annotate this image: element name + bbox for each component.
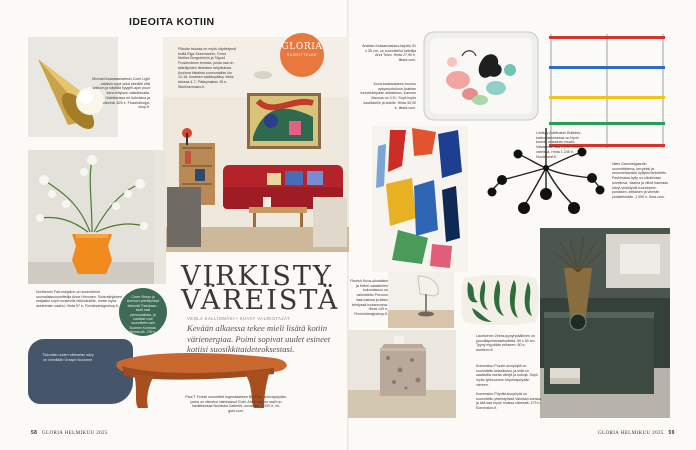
side-table-caption: Kommaton Puzzle-sivupöytä on suunniteltu klassikoksi, ja siitä on saatavilla useita värejä ja kokoja. Sopii myös työhuoneen kirjoituspöydän viereen. [476, 364, 538, 387]
badge-subtitle: SUOSITTELEE [286, 53, 318, 57]
zebra-cushion [458, 272, 542, 328]
table-caption: Paul T. Frankl suunnitteli legendaarisen Big Foot -sohvapöydän, jonka on viimeksi valmistanut Gubi. Aidon kopion malli on hankittavissa Nordiska Galleriet -sivustolta. 2 920 e, nk-gubi.com. [185, 395, 287, 414]
side-table-photo [348, 330, 456, 418]
folio-right-page: 59 [668, 430, 675, 436]
headline-line-1: VIRKISTY [181, 261, 333, 292]
byline-role-2: VALMISTAJAT [257, 316, 291, 321]
folio-left-issue: HELMIKUU 2025 [64, 431, 108, 436]
byline-separator: • [236, 316, 239, 321]
green-circle-caption: Cover Storyn ja Arneson yhteistyössä tekemät Thaiskaan -tuolit ovat persoonallisia, ja kankaat ovat suunniteltu vain Suomen Kuviosta. Hinnat alk. 239 e. [126, 295, 160, 335]
abstract-painting [372, 126, 468, 272]
feature-ingress: Kevään alkaessa tekee mieli lisätä kotiin värienergiaa. Poimi sopivat uudet esineet kotiisi suosikkitaideteoksestasi. [187, 323, 331, 355]
byline-role: KUVAT [239, 316, 256, 321]
folio-right-magazine: GLORIA [598, 431, 620, 436]
byline-author: VENLA KALLIOMÄKI [187, 316, 235, 321]
tray-caption: Arabian Kukkamaalaus-tarjotin 51 x 35 cm, on suunnitellut taiteilija Anni Toivo. Hinta 27,90 e, Iittala.com. [362, 44, 416, 63]
tile-wall [154, 150, 166, 284]
headline-line-2: VÄREISTÄ [181, 285, 340, 316]
painting-caption: Pöksän talossa on myös näyttelyssä esillä Elga Sesemannin, Ernst Mether-Borgströmin ja Sigurd Frosteruksen teoksia, joista osa on taiteilijoiden läheisten lahjoituksia. Avoinna tiistaista sunnuntaihin klo 12-18. Ilmainen sisäänpääsy. Itella-talossa 4-7. Pääsymaksu 15 e, Sibeliusmuseo.fi. [178, 47, 236, 89]
rug-caption: Tikkurilan uuden värikartan sävy on nimeltään Graaph Nocturne. [42, 353, 94, 362]
vase-photo [28, 150, 154, 284]
shelf-caption: Niels Gammelgaardin suunnittelema, kevyeksi ja muunneltavaksi hyllyksi tarkoitettu Pavbinakai-hylly on ulkoilmaan soveltuva. Vaalea ja viileä harmaan sävyt yhdistyvät tuoreeseen punaisen, keltaisen ja vihreän yhdistelmään. 1 059 e, Ikea.com. [612, 162, 669, 199]
gloria-recommends-badge [280, 33, 324, 77]
badge-title: GLORIA [281, 42, 323, 52]
feature-headline [181, 261, 341, 316]
folio-right-issue: HELMIKUU 2025 [620, 431, 664, 436]
lamp-caption: Michael Anastassiadesin Cone Light -valaisin sopii sekä seinälle että kattoon ja näyttää flyygeli-ajan puun kera erityisen vaikuttavalta. Ostettavissa eri kokoisina ja väreinä. 825 e, Flosshdesign-shop.fi. [92, 77, 150, 110]
cushion-caption: Lauritzenin Zebra-tyynynpäällinen on puuvillapellavasekoitetta. 50 x 50 cm. Tyyny myydään erikseen. 80 e, lauritzen.fi. [476, 334, 536, 353]
lamp2-caption: Finnish Kuva-yövalaisin ja Helmi-valaisimien kokonaisuus on valmistettu Porvoon lasiruukissa ja käsin tehdyssä tuotannossa. Hinta 149 e, Finnishdesignshop.fi. [350, 279, 388, 316]
vase-caption: Northernin Fab-maljakon on suunnitellut suomalaissuunnittelija Anne Hirvonen. Sulavalinjainen maljakko sopii nouseville leikkokukille, mutta myös asetelmien osaksi. Hinta 97 e, Finnishdesignshop.fi. [36, 290, 122, 309]
pitcher-caption: Kuva-kaakaokannu kuuluu nykymuotoiluun Arabian tunnetuimpaan astiastoon. Kannun tilavuus on 0,9 l. Sopii myös kastikkeille ja kukille. Hinta 35,90 e, Iittala.com. [360, 82, 416, 110]
chandelier-caption: Lindsey Adelmanin Bubbles-kattovalaisimessa on hyvin kaunis, klassinen muoto. Valaisimen saa myös muissa väreissä. Hinta 1 245 e, Nordicnest.fi. [536, 131, 583, 159]
section-label: IDEOITA KOTIIN [129, 16, 215, 28]
folio-left [28, 430, 108, 436]
folio-left-magazine: GLORIA [42, 431, 64, 436]
lamp2-photo [388, 272, 454, 328]
green-info-circle [119, 288, 167, 336]
side-table-caption-2: Kommaton Pöydät-sivupöytä on suunniteltu yhteistyössä Valoisan kanssa ja sitä saa myös muissa väreissä. 179 e, Kommaton.fi. [476, 392, 542, 411]
folio-right [598, 430, 678, 436]
folio-left-page: 58 [31, 430, 38, 436]
feature-byline [187, 316, 347, 321]
tray-photo [422, 30, 540, 122]
dark-room-photo [540, 228, 670, 418]
